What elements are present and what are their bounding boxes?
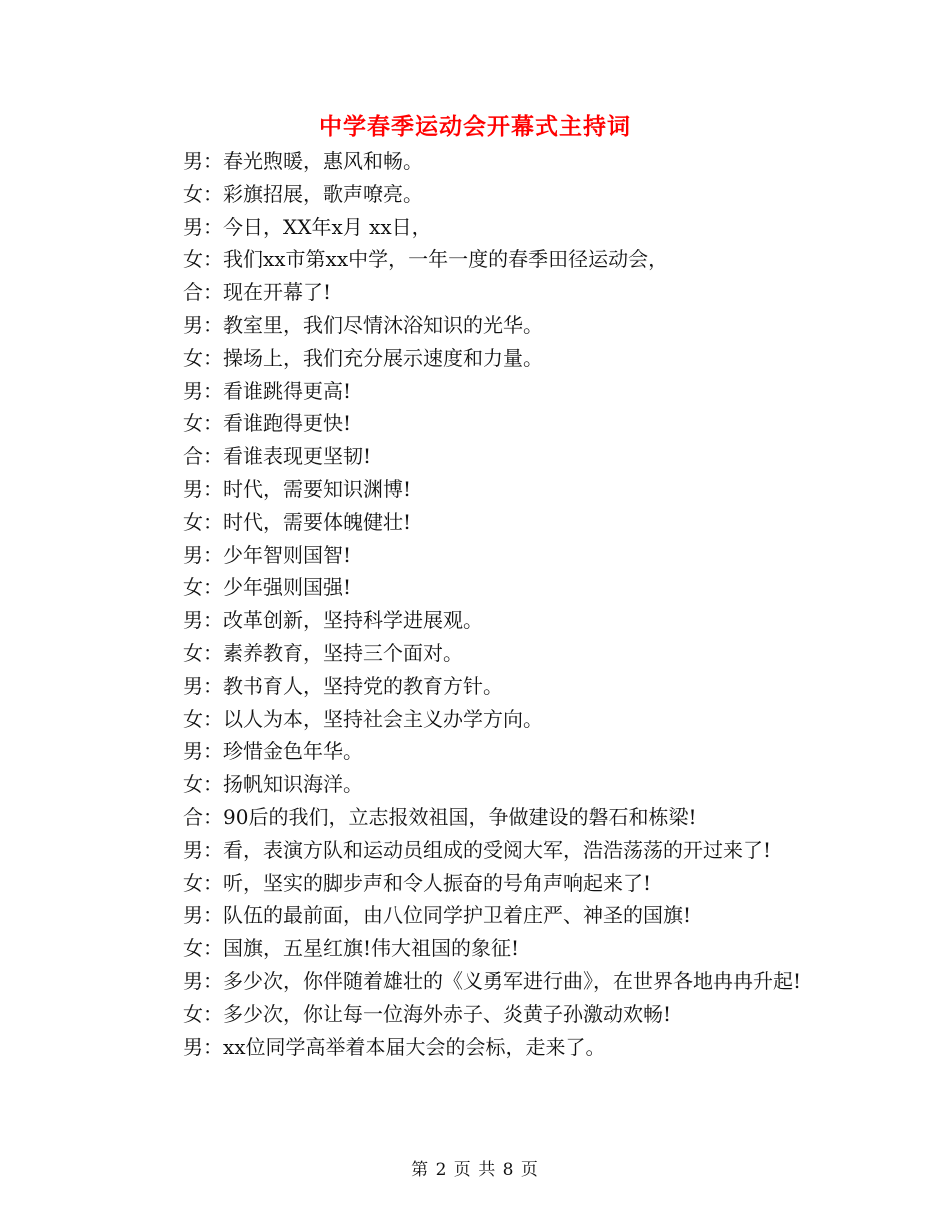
document-body bbox=[143, 145, 803, 1063]
text-line: 女：素养教育，坚持三个面对。 bbox=[183, 640, 463, 665]
text-line: 女：扬帆知识海洋。 bbox=[183, 772, 363, 797]
text-line: 男：教室里，我们尽情沐浴知识的光华。 bbox=[183, 312, 543, 337]
text-line: 男：时代，需要知识渊博! bbox=[183, 476, 412, 501]
text-line: 女：国旗，五星红旗!伟大祖国的象征! bbox=[183, 936, 520, 961]
text-line: 女：时代，需要体魄健壮! bbox=[183, 509, 412, 534]
text-line: 男：今日，XX年x月 xx日， bbox=[183, 214, 432, 239]
page-number-label: 第 2 页 共 8 页 bbox=[411, 1160, 539, 1180]
text-line: 女：少年强则国强! bbox=[183, 575, 352, 600]
text-line: 男：队伍的最前面，由八位同学护卫着庄严、神圣的国旗! bbox=[183, 903, 692, 928]
text-line: 男：看，表演方队和运动员组成的受阅大军，浩浩荡荡的开过来了! bbox=[183, 837, 772, 862]
text-line: 男：春光煦暖，惠风和畅。 bbox=[183, 149, 423, 173]
text-line: 男：xx位同学高举着本届大会的会标，走来了。 bbox=[183, 1034, 606, 1059]
text-line: 合：现在开幕了! bbox=[183, 280, 332, 305]
document-title: 中学春季运动会开幕式主持词 bbox=[319, 113, 631, 140]
page-footer bbox=[0, 1155, 950, 1180]
text-line: 男：少年智则国智! bbox=[183, 542, 352, 567]
text-line: 女：彩旗招展，歌声嘹亮。 bbox=[183, 181, 423, 206]
text-line: 男：多少次，你伴随着雄壮的《义勇军进行曲》，在世界各地冉冉升起! bbox=[183, 968, 802, 993]
text-line: 男：看谁跳得更高! bbox=[183, 378, 352, 403]
text-line: 女：以人为本，坚持社会主义办学方向。 bbox=[183, 706, 543, 731]
text-line: 男：改革创新，坚持科学进展观。 bbox=[183, 608, 483, 633]
text-line: 女：我们xx市第xx中学，一年一度的春季田径运动会， bbox=[183, 247, 669, 272]
text-line: 女：看谁跑得更快! bbox=[183, 411, 352, 436]
text-line: 合：90后的我们，立志报效祖国，争做建设的磐石和栋梁! bbox=[183, 804, 697, 829]
text-line: 女：听，坚实的脚步声和令人振奋的号角声响起来了! bbox=[183, 870, 652, 895]
text-line: 女：多少次，你让每一位海外赤子、炎黄子孙激动欢畅! bbox=[183, 1001, 672, 1026]
text-line: 男：珍惜金色年华。 bbox=[183, 739, 363, 764]
text-line: 合：看谁表现更坚韧! bbox=[183, 444, 372, 469]
text-line: 女：操场上，我们充分展示速度和力量。 bbox=[183, 345, 543, 370]
text-line: 男：教书育人，坚持党的教育方针。 bbox=[183, 673, 503, 698]
